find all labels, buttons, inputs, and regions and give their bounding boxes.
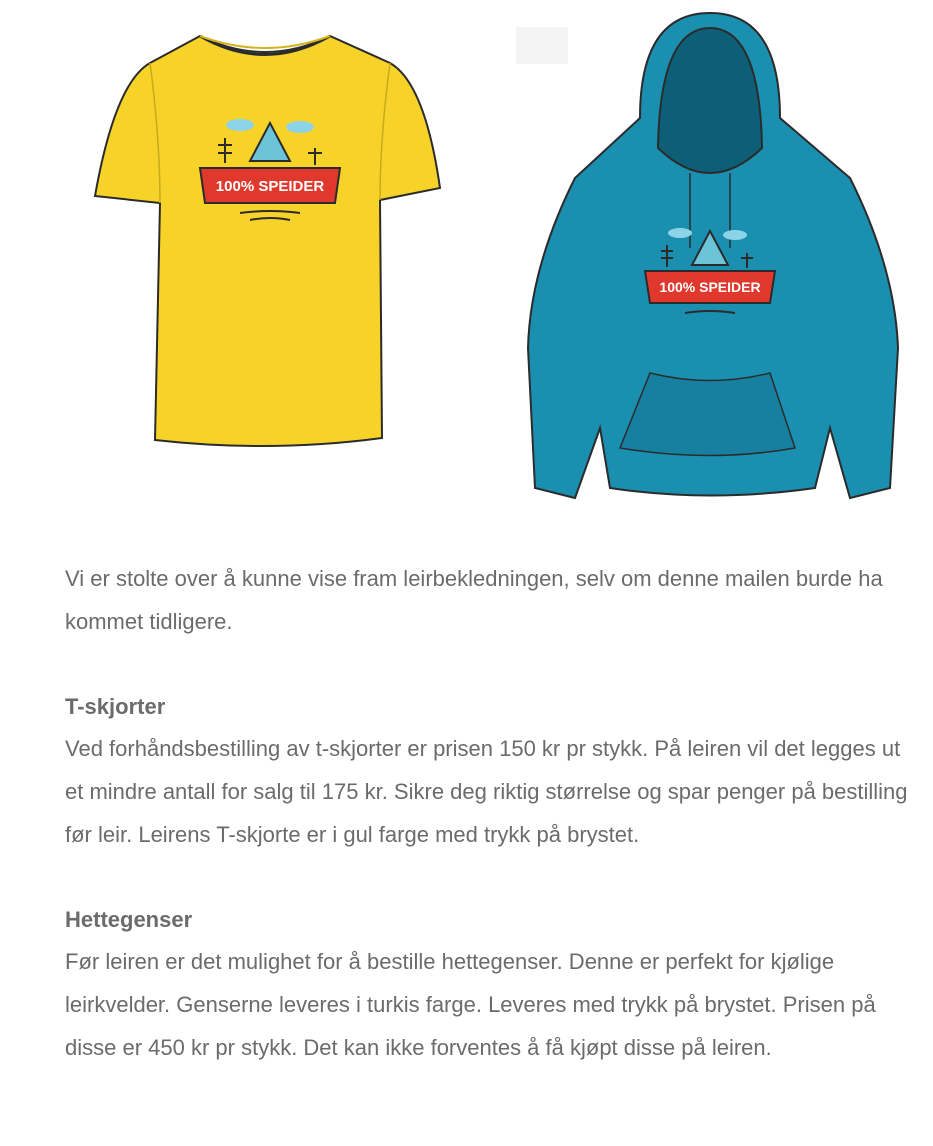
svg-text:100% SPEIDER: 100% SPEIDER (215, 178, 325, 195)
tshirt-description: Ved forhåndsbestilling av t-skjorter er prisen 150 kr pr stykk. På leiren vil det legges ut et mindre antall for salg til 175 kr. Sikre deg riktig størrelse og spar penger på bestilling før leir. Leirens T-skjorte er i gul farge med trykk på brystet. (65, 736, 908, 847)
tshirt-heading: T-skjorter (65, 693, 166, 719)
article-content (65, 558, 915, 1069)
hoodie-heading: Hettegenser (65, 906, 193, 932)
hoodie-image (520, 8, 905, 508)
product-images (0, 0, 933, 540)
intro-text: Vi er stolte over å kunne vise fram leirbekledningen, selv om denne mailen burde ha kommet tidligere. (65, 566, 883, 634)
svg-text:100% SPEIDER: 100% SPEIDER (659, 279, 761, 295)
tshirt-image (90, 28, 450, 453)
hoodie-description: Før leiren er det mulighet for å bestille hettegenser. Denne er perfekt for kjølige leirkvelder. Genserne leveres i turkis farge. Leveres med trykk på brystet. Prisen på disse er 450 kr pr stykk. Det kan ikke forventes å få kjøpt disse på leiren. (65, 949, 876, 1060)
